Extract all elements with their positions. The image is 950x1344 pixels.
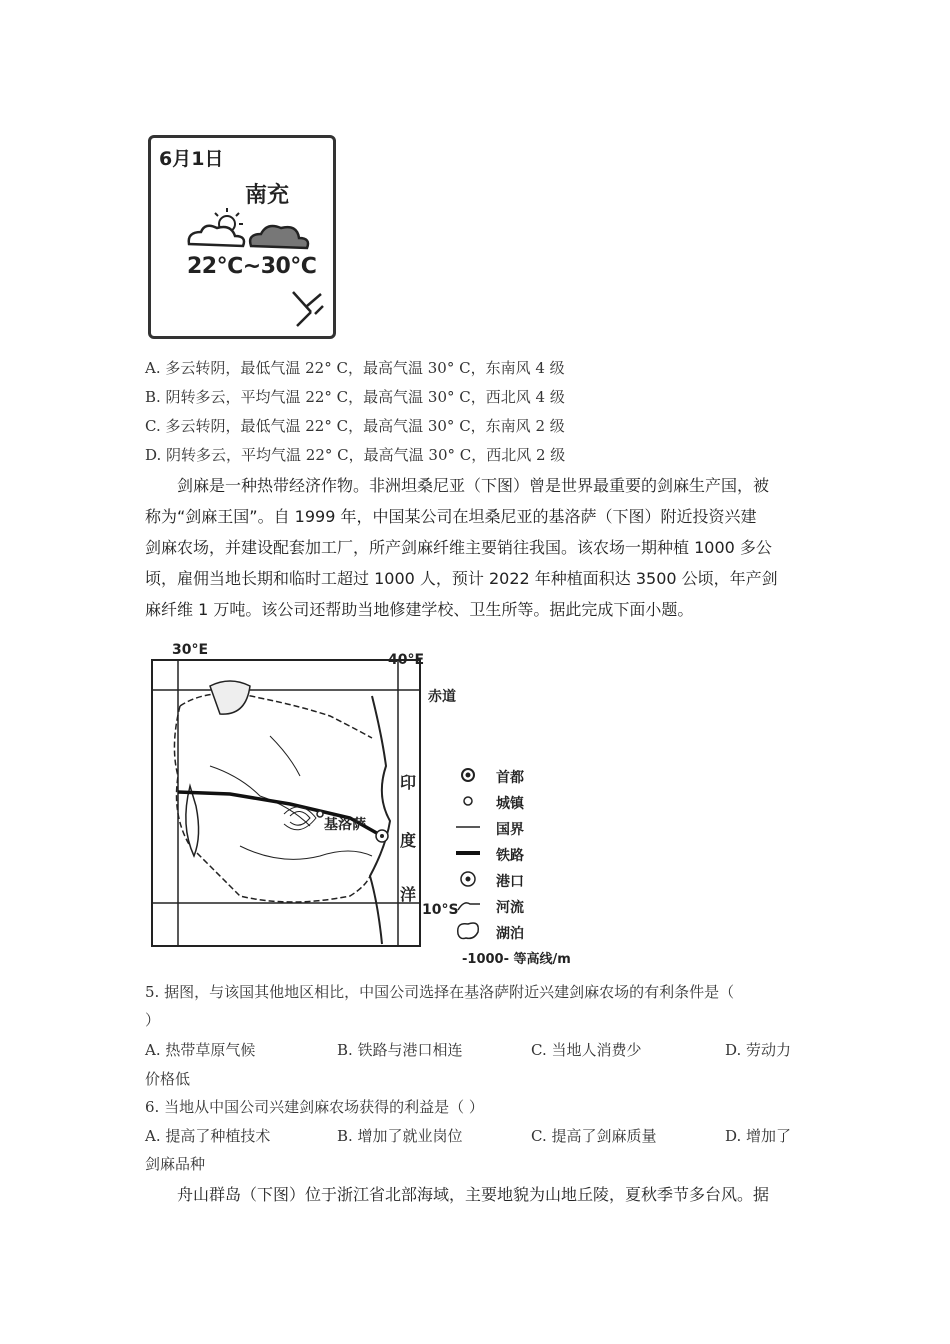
ocean-char: 度 [400, 831, 417, 850]
sisal-passage [145, 470, 805, 625]
q5-option-c: C. 当地人消费少 [531, 1041, 642, 1059]
legend-contour: -1000- 等高线/m [462, 952, 571, 967]
q5-option-b: B. 铁路与港口相连 [337, 1041, 463, 1059]
ocean-char: 印 [400, 773, 417, 792]
legend-lake: 湖泊 [496, 926, 524, 942]
ocean-char: 洋 [400, 885, 417, 904]
legend-river: 河流 [496, 900, 524, 916]
lon-left-label: 30°E [172, 642, 209, 658]
q6-option-b: B. 增加了就业岗位 [337, 1127, 463, 1145]
capital-icon [462, 769, 474, 781]
river-icon [458, 903, 480, 910]
q5-option-d: D. 劳动力 [725, 1041, 792, 1059]
port-icon [461, 872, 475, 886]
passage-line: 麻纤维 1 万吨。该公司还帮助当地修建学校、卫生所等。据此完成下面小题。 [145, 600, 694, 619]
q6-option-c: C. 提高了剑麻质量 [531, 1127, 657, 1145]
q4-option-b: B. 阴转多云，平均气温 22° C，最高气温 30° C，西北风 4 级 [145, 388, 565, 406]
weather-date: 6月1日 [159, 148, 224, 170]
passage-line: 剑麻是一种热带经济作物。非洲坦桑尼亚（下图）曾是世界最重要的剑麻生产国，被 [177, 476, 770, 495]
passage-line: 顷，雇佣当地长期和临时工超过 1000 人，预计 2022 年种植面积达 3500 公顷，年产剑 [145, 569, 778, 588]
q5-stem: 5. 据图，与该国其他地区相比，中国公司选择在基洛萨附近兴建剑麻农场的有利条件是（ [145, 983, 735, 1001]
map-drawing [150, 646, 600, 971]
partly-cloudy-icon [189, 208, 244, 246]
q5-option-a: A. 热带草原气候 [145, 1041, 256, 1059]
legend-capital: 首都 [496, 770, 524, 786]
q4-option-d: D. 阴转多云，平均气温 22° C，最高气温 30° C，西北风 2 级 [145, 446, 566, 464]
q4-option-c: C. 多云转阴，最低气温 22° C，最高气温 30° C，东南风 2 级 [145, 417, 565, 435]
legend-port: 港口 [496, 874, 524, 890]
weather-card [148, 135, 336, 339]
lon-right-label: 40°E [388, 652, 425, 668]
q6-option-a: A. 提高了种植技术 [145, 1127, 271, 1145]
tanzania-map [150, 642, 600, 971]
legend-town: 城镇 [496, 796, 524, 812]
legend-railway: 铁路 [496, 848, 524, 864]
legend-symbols [452, 764, 492, 974]
legend-border: 国界 [496, 822, 524, 838]
q5-option-d-cont: 价格低 [145, 1070, 191, 1088]
passage-line: 称为“剑麻王国”。自 1999 年，中国某公司在坦桑尼亚的基洛萨（下图）附近投资兴建 [145, 507, 757, 526]
wind-barb-icon [289, 288, 327, 330]
kilosa-label: 基洛萨 [324, 817, 366, 833]
town-icon [464, 797, 472, 805]
q6-option-d: D. 增加了 [725, 1127, 792, 1145]
weather-temperature: 22℃~30℃ [187, 254, 317, 279]
weather-city: 南充 [245, 183, 290, 208]
lake-icon [458, 923, 479, 939]
lat-label: 10°S [422, 902, 459, 918]
q5-stem-cont: ） [145, 1011, 161, 1029]
q6-stem: 6. 当地从中国公司兴建剑麻农场获得的利益是（ ） [145, 1098, 484, 1116]
overcast-icon [250, 226, 308, 248]
q4-option-a: A. 多云转阴，最低气温 22° C，最高气温 30° C，东南风 4 级 [145, 359, 565, 377]
equator-label: 赤道 [428, 689, 456, 705]
passage-line: 舟山群岛（下图）位于浙江省北部海域，主要地貌为山地丘陵，夏秋季节多台风。据 [177, 1185, 770, 1204]
weather-icons [185, 206, 315, 254]
passage-line: 剑麻农场，并建设配套加工厂，所产剑麻纤维主要销往我国。该农场一期种植 1000 多公 [145, 538, 772, 557]
zhoushan-passage [145, 1179, 805, 1210]
q6-option-d-cont: 剑麻品种 [145, 1155, 206, 1173]
